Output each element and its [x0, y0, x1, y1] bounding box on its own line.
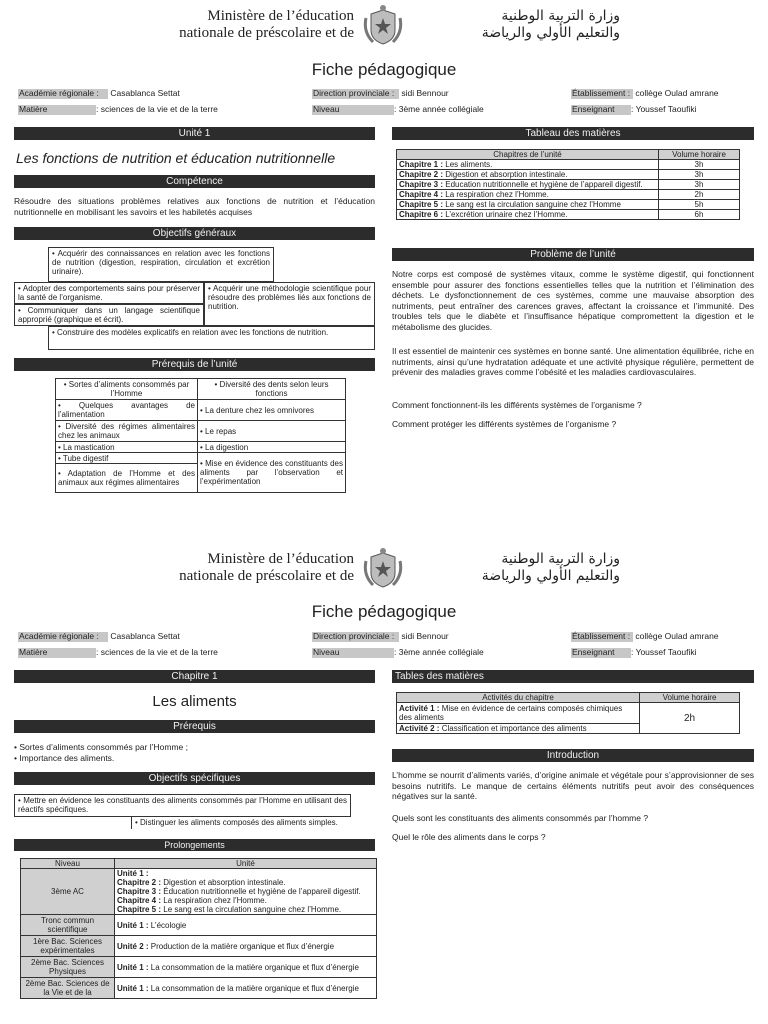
enseignant-value: : Youssef Taoufiki: [631, 647, 697, 657]
table-cell: [115, 957, 377, 978]
chapter-label: Chapitre 5 :: [399, 200, 444, 209]
direction-value: sidi Bennour: [401, 631, 449, 641]
niveau-label: Niveau: [312, 648, 394, 658]
table-header: Niveau: [21, 859, 115, 869]
matiere-label: Matière: [18, 648, 96, 658]
unit-label: Unité 1 :: [117, 869, 149, 878]
morocco-emblem-icon: [363, 547, 403, 591]
table-header: Volume horaire: [640, 693, 740, 703]
page2-info-row1: [18, 632, 750, 644]
table-cell: • Sortes d’aliments consommés par l’Homme: [56, 379, 198, 400]
ministry-ar-line1: وزارة التربية الوطنية: [501, 8, 620, 24]
table-cell: 2ème Bac. Sciences de la Vie et de la: [21, 978, 115, 999]
matiere-value: : sciences de la vie et de la terre: [96, 104, 218, 114]
table-cell: [397, 703, 640, 724]
prerequis-bar: Prérequis de l’unité: [14, 358, 375, 371]
ministry-ar-line2: والتعليم الأولي والرياضة: [481, 25, 620, 41]
unit-label: Unité 2 :: [117, 941, 149, 951]
table-cell: [397, 200, 659, 210]
introduction-text: L’homme se nourrit d’aliments variés, d’origine animale et végétale pour s’approvisionner de ses besoins nutritifs. Le manque de certains éléments nutritifs peut avoir des conséquences négatives sur la santé.: [392, 770, 754, 801]
table-row: [56, 453, 346, 464]
chapter-label: Chapitre 3 :: [117, 887, 162, 896]
matiere-label: Matière: [18, 105, 96, 115]
competence-bar: Compétence: [14, 175, 375, 188]
prerequis2-bar: Prérequis: [14, 720, 375, 733]
table-row: [21, 978, 377, 999]
table-cell: [397, 160, 659, 170]
academie-label: Académie régionale :: [18, 632, 108, 642]
prolongements-bar: Prolongements: [14, 839, 375, 851]
unit-text: La consommation de la matière organique et flux d’énergie: [150, 983, 359, 993]
unit-label: Unité 1 :: [117, 920, 149, 930]
chapter-text: Education nutritionnelle et hygiène de l’appareil digestif.: [445, 180, 643, 189]
unit-bar: Unité 1: [14, 127, 375, 140]
chapter-text: La respiration chez l’Homme.: [163, 896, 267, 905]
ministry-fr-line2: nationale de préscolaire et de: [179, 25, 354, 41]
activity-label: Activité 2 :: [399, 724, 440, 733]
list-item: • Importance des aliments.: [14, 752, 115, 763]
chapter-text: Digestion et absorption intestinale.: [445, 170, 568, 179]
table-cell: [397, 170, 659, 180]
unit-text: L’écologie: [150, 920, 187, 930]
table-row: [21, 957, 377, 978]
table-cell: • Diversité des dents selon leurs fonctions: [198, 379, 346, 400]
tables-bar: Tables des matières: [392, 670, 754, 683]
chapter-text: Le sang est la circulation sanguine chez l’Homme.: [163, 905, 342, 914]
enseignant-label: Enseignant: [571, 105, 631, 115]
chapitre-bar: Chapitre 1: [14, 670, 375, 683]
table-row: [397, 180, 740, 190]
objectifs-bar: Objectifs généraux: [14, 227, 375, 240]
table-cell: • La denture chez les omnivores: [198, 400, 346, 421]
enseignant-value: : Youssef Taoufiki: [631, 104, 697, 114]
tableau-table: [396, 149, 740, 220]
table-row: [56, 379, 346, 400]
page1-fiche-title: Fiche pédagogique: [311, 60, 457, 79]
table-cell: Tronc commun scientifique: [21, 915, 115, 936]
chapter-text: Éducation nutritionnelle et hygiène de l’appareil digestif.: [163, 887, 361, 896]
academie-value: Casablanca Settat: [110, 631, 180, 641]
objectif-5: • Construire des modèles explicatifs en relation avec les fonctions de nutrition.: [48, 326, 375, 350]
etab-label: Établissement :: [571, 89, 633, 99]
table-cell: 3h: [659, 170, 740, 180]
table-cell: [115, 978, 377, 999]
ministry-fr-line1: Ministère de l’éducation: [207, 551, 354, 567]
table-cell: [397, 724, 640, 734]
chapter-label: Chapitre 4 :: [399, 190, 444, 199]
direction-label: Direction provinciale :: [312, 89, 399, 99]
morocco-emblem-icon: [363, 4, 403, 48]
probleme-q1: Comment fonctionnent-ils les différents systèmes de l’organisme ?: [392, 400, 642, 410]
probleme-p1: Notre corps est composé de systèmes vitaux, comme le système digestif, qui fonctionnent ensemble pour assurer des fonctions essentielles telles que la nutrition et l’élimination des déchets. Le dysfonctionnement de ces systèmes, comme une mauvaise absorption des nutriments, peut entraîner des carences graves, affectant la croissance et l’immunité. Des troubles tels que le diabète et l’insuffisance hépatique compromettent la digestion et le métabolisme des glucides.: [392, 269, 754, 332]
table-row: [21, 915, 377, 936]
competence-text: Résoudre des situations problèmes relatives aux fonctions de nutrition et l’éducation nutritionnelle en mobilisant les savoirs et les habiletés acquises: [14, 196, 375, 217]
activites-table: [396, 692, 740, 734]
probleme-q2: Comment protéger les différents systèmes de l’organisme ?: [392, 419, 617, 429]
chapter-text: Digestion et absorption intestinale.: [163, 878, 286, 887]
chapter-label: Chapitre 6 :: [399, 210, 444, 219]
chapter-label: Chapitre 4 :: [117, 896, 162, 905]
list-item: [117, 869, 374, 878]
table-cell: • Quelques avantages de l’alimentation: [56, 400, 198, 421]
prolongements-table: [20, 858, 377, 999]
introduction-bar: Introduction: [392, 749, 754, 762]
activity-text: Mise en évidence de certains composés chimiques des aliments: [399, 704, 623, 722]
table-header: Volume horaire: [659, 150, 740, 160]
chapter-text: L’excrétion urinaire chez l’Homme.: [445, 210, 568, 219]
prerequis-table: [55, 378, 346, 493]
page1-info-row2: [18, 105, 750, 117]
tableau-bar: Tableau des matières: [392, 127, 754, 140]
table-cell: [115, 915, 377, 936]
etab-label: Établissement :: [571, 632, 633, 642]
chapter-label: Chapitre 5 :: [117, 905, 162, 914]
page2-info-row2: [18, 648, 750, 660]
activity-label: Activité 1 :: [399, 704, 440, 713]
ministry-fr-line2: nationale de préscolaire et de: [179, 568, 354, 584]
chapter-label: Chapitre 2 :: [117, 878, 162, 887]
academie-value: Casablanca Settat: [110, 88, 180, 98]
matiere-value: : sciences de la vie et de la terre: [96, 647, 218, 657]
table-cell: • La mastication: [56, 442, 198, 453]
objectif-specifique-1: • Mettre en évidence les constituants des aliments consommés par l’Homme en utilisant des réactifs spécifiques.: [14, 794, 351, 817]
table-cell: • Tube digestif: [56, 453, 198, 464]
chapitre-title: Les aliments: [152, 693, 237, 710]
table-cell: 2h: [640, 703, 740, 734]
page2-fiche-title: Fiche pédagogique: [311, 602, 457, 621]
table-cell: • Adaptation de l’Homme et des animaux aux régimes alimentaires: [56, 464, 198, 493]
prerequis2-list: [14, 742, 375, 763]
direction-label: Direction provinciale :: [312, 632, 399, 642]
list-item: [117, 896, 374, 905]
table-row: [397, 190, 740, 200]
list-item: [117, 887, 374, 896]
objectif-3: • Acquérir une méthodologie scientifique pour résoudre des problèmes liés aux fonctions de nutrition.: [204, 282, 375, 326]
probleme-p2: Il est essentiel de maintenir ces systèmes en bonne santé. Une alimentation équilibrée, riche en nutriments, ainsi qu’une hydratation adéquate et une activité physique régulière, permettent de prévenir des maladies graves comme l’obésité et les maladies cardiovasculaires.: [392, 346, 754, 377]
objectif-1: • Acquérir des connaissances en relation avec les fonctions de nutrition (digestion, respiration, circulation et excrétion urinaire).: [48, 247, 274, 282]
enseignant-label: Enseignant: [571, 648, 631, 658]
table-cell: • Diversité des régimes alimentaires chez les animaux: [56, 421, 198, 442]
table-cell: [397, 210, 659, 220]
table-cell: 1ère Bac. Sciences expérimentales: [21, 936, 115, 957]
introduction-q1: Quels sont les constituants des aliments consommés par l’homme ?: [392, 813, 649, 823]
table-cell: 2h: [659, 190, 740, 200]
unit-label: Unité 1 :: [117, 983, 149, 993]
table-cell: • Le repas: [198, 421, 346, 442]
table-cell: 3ème AC: [21, 869, 115, 915]
niveau-value: : 3ème année collégiale: [394, 104, 484, 114]
objectif-2: • Adopter des comportements sains pour préserver la santé de l’organisme.: [14, 282, 204, 304]
table-row: [397, 210, 740, 220]
chapter-text: Les aliments.: [445, 160, 493, 169]
table-cell: 3h: [659, 160, 740, 170]
table-cell: 6h: [659, 210, 740, 220]
table-cell: [115, 936, 377, 957]
chapter-label: Chapitre 3 :: [399, 180, 444, 189]
etab-value: collège Oulad amrane: [635, 88, 719, 98]
ministry-ar: [420, 8, 620, 42]
objectifs2-bar: Objectifs spécifiques: [14, 772, 375, 785]
chapter-label: Chapitre 2 :: [399, 170, 444, 179]
list-item: [117, 905, 374, 914]
table-cell: [115, 869, 377, 915]
etab-value: collège Oulad amrane: [635, 631, 719, 641]
unit-label: Unité 1 :: [117, 962, 149, 972]
objectif-4: • Communiquer dans un langage scientifique approprié (graphique et écrit).: [14, 304, 204, 326]
table-cell: [397, 190, 659, 200]
academie-label: Académie régionale :: [18, 89, 108, 99]
table-row: [397, 200, 740, 210]
page1-header: [0, 0, 768, 52]
table-cell: • Mise en évidence des constituants des aliments par l’observation et l’expérimentation: [198, 453, 346, 493]
list-item: • Sortes d’aliments consommés par l’Homme ;: [14, 742, 188, 752]
table-cell: 5h: [659, 200, 740, 210]
table-row: [56, 421, 346, 442]
page2-header: [0, 543, 768, 595]
unit-text: Production de la matière organique et flux d’énergie: [150, 941, 335, 951]
ministry-ar: [420, 551, 620, 585]
table-header-row: [21, 859, 377, 869]
table-header: Chapitres de l’unité: [397, 150, 659, 160]
niveau-value: : 3ème année collégiale: [394, 647, 484, 657]
table-row: [397, 160, 740, 170]
table-row: [56, 442, 346, 453]
ministry-ar-line1: وزارة التربية الوطنية: [501, 551, 620, 567]
ministry-fr: [179, 8, 354, 42]
table-cell: • La digestion: [198, 442, 346, 453]
table-row: [21, 869, 377, 915]
table-row: [56, 400, 346, 421]
ministry-fr: [179, 551, 354, 585]
objectif-specifique-2: • Distinguer les aliments composés des aliments simples.: [131, 817, 375, 829]
table-row: [21, 936, 377, 957]
probleme-bar: Problème de l’unité: [392, 248, 754, 261]
list-item: [117, 878, 374, 887]
table-header-row: [397, 693, 740, 703]
table-cell: 3h: [659, 180, 740, 190]
chapter-text: Le sang est la circulation sanguine chez l’Homme: [445, 200, 621, 209]
activity-text: Classification et importance des aliments: [441, 724, 587, 733]
chapter-text: La respiration chez l’Homme.: [445, 190, 549, 199]
table-cell: 2ème Bac. Sciences Physiques: [21, 957, 115, 978]
table-header-row: [397, 150, 740, 160]
table-header: Activités du chapitre: [397, 693, 640, 703]
direction-value: sidi Bennour: [401, 88, 449, 98]
table-row: [397, 170, 740, 180]
page1-info-row1: [18, 89, 750, 101]
ministry-fr-line1: Ministère de l’éducation: [207, 8, 354, 24]
chapter-label: Chapitre 1 :: [399, 160, 444, 169]
niveau-label: Niveau: [312, 105, 394, 115]
introduction-q2: Quel le rôle des aliments dans le corps ?: [392, 832, 546, 842]
ministry-ar-line2: والتعليم الأولي والرياضة: [481, 568, 620, 584]
table-cell: [397, 180, 659, 190]
table-header: Unité: [115, 859, 377, 869]
unit-title: Les fonctions de nutrition et éducation nutritionnelle: [16, 150, 336, 166]
unit-text: La consommation de la matière organique et flux d’énergie: [150, 962, 359, 972]
table-row: [397, 703, 740, 724]
